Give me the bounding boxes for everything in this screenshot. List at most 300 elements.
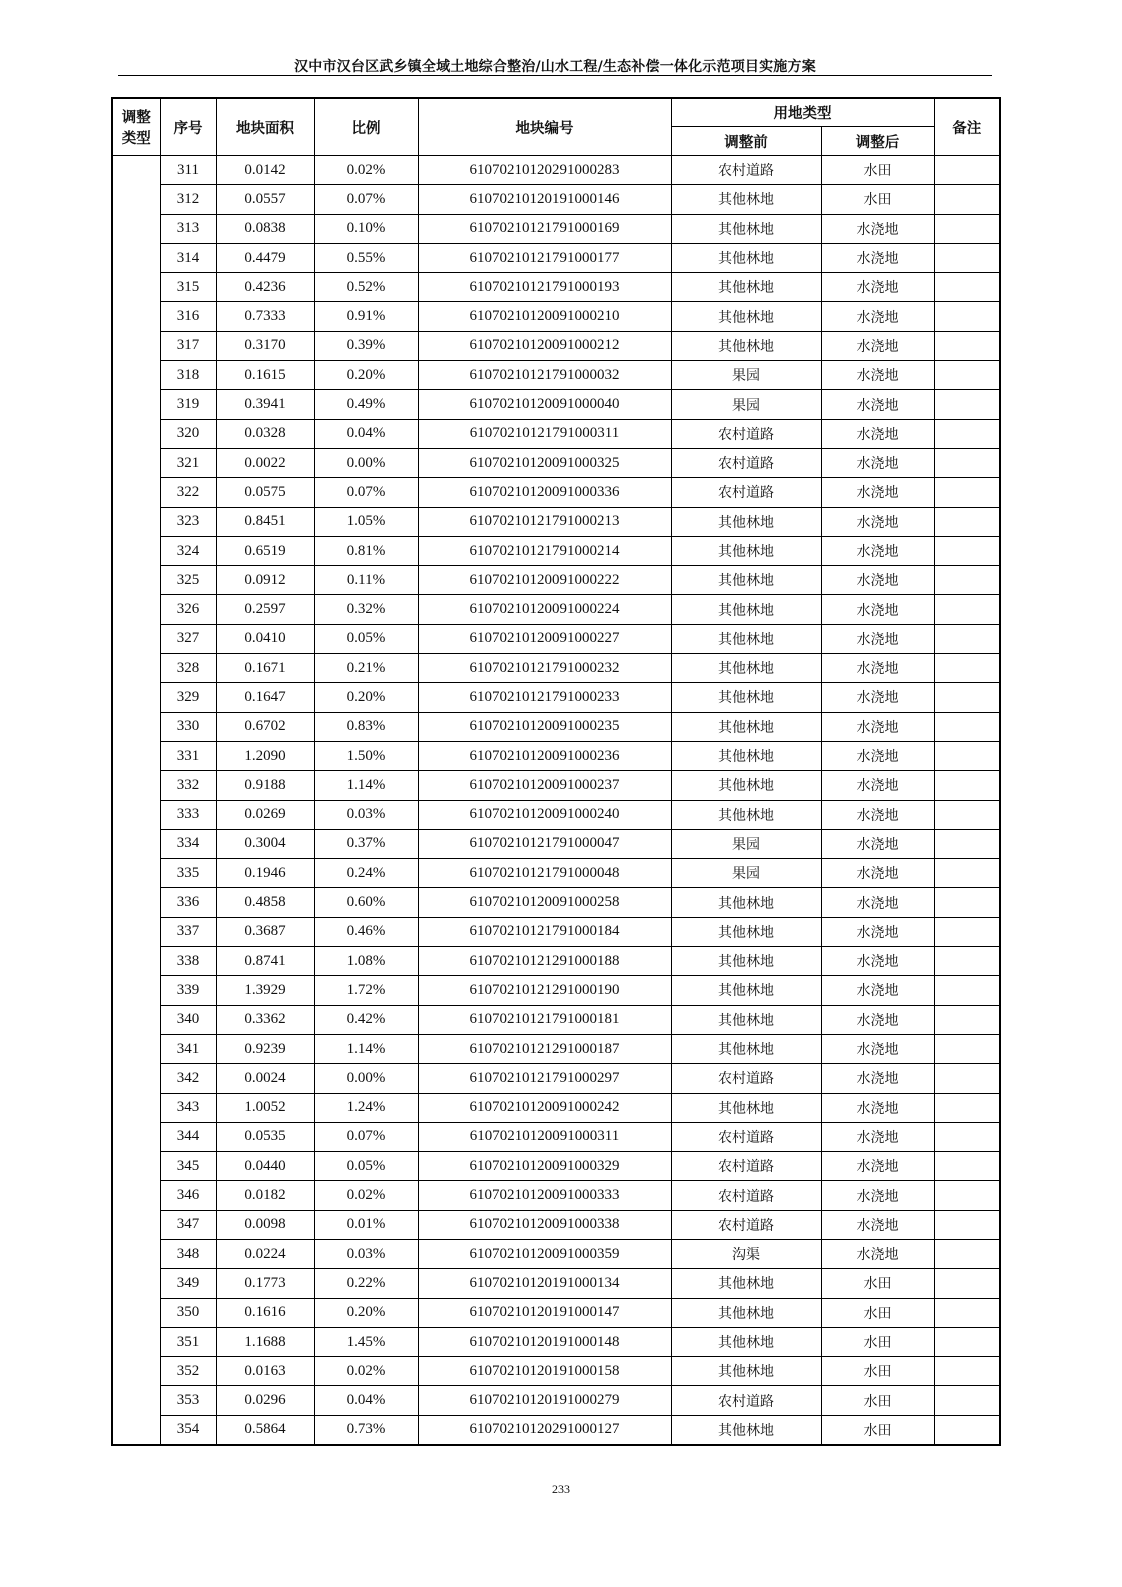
cell-after: 水浇地	[821, 741, 934, 770]
cell-remark	[934, 478, 1000, 507]
cell-before: 农村道路	[671, 1386, 821, 1415]
cell-remark	[934, 712, 1000, 741]
cell-area: 0.0912	[216, 566, 314, 595]
cell-before: 其他林地	[671, 624, 821, 653]
cell-after: 水浇地	[821, 888, 934, 917]
cell-before: 农村道路	[671, 1181, 821, 1210]
cell-ratio: 1.45%	[314, 1327, 418, 1356]
cell-after: 水浇地	[821, 712, 934, 741]
table-row	[112, 214, 1000, 243]
cell-area: 0.5864	[216, 1415, 314, 1445]
land-parcel-table	[111, 97, 1001, 1446]
cell-before: 其他林地	[671, 888, 821, 917]
cell-area: 0.3941	[216, 390, 314, 419]
cell-parcel-code: 61070210121791000311	[418, 419, 671, 448]
cell-before: 其他林地	[671, 273, 821, 302]
cell-seq: 317	[160, 331, 216, 360]
cell-area: 0.0535	[216, 1122, 314, 1151]
cell-ratio: 0.39%	[314, 331, 418, 360]
cell-before: 农村道路	[671, 478, 821, 507]
cell-remark	[934, 390, 1000, 419]
cell-after: 水浇地	[821, 419, 934, 448]
cell-seq: 354	[160, 1415, 216, 1445]
cell-ratio: 0.49%	[314, 390, 418, 419]
cell-after: 水浇地	[821, 302, 934, 331]
cell-seq: 347	[160, 1210, 216, 1239]
cell-seq: 353	[160, 1386, 216, 1415]
cell-ratio: 0.05%	[314, 1152, 418, 1181]
cell-parcel-code: 61070210121791000047	[418, 829, 671, 858]
cell-before: 果园	[671, 829, 821, 858]
cell-remark	[934, 361, 1000, 390]
cell-seq: 326	[160, 595, 216, 624]
cell-after: 水浇地	[821, 654, 934, 683]
cell-area: 0.1671	[216, 654, 314, 683]
header-after: 调整后	[821, 127, 934, 156]
cell-after: 水浇地	[821, 1152, 934, 1181]
cell-area: 0.0163	[216, 1357, 314, 1386]
cell-seq: 352	[160, 1357, 216, 1386]
header-adjust-type-line1: 调整	[121, 110, 151, 126]
cell-before: 其他林地	[671, 800, 821, 829]
cell-area: 0.0022	[216, 448, 314, 477]
cell-parcel-code: 61070210120191000279	[418, 1386, 671, 1415]
table-row	[112, 888, 1000, 917]
cell-before: 农村道路	[671, 1122, 821, 1151]
cell-after: 水浇地	[821, 1005, 934, 1034]
cell-after: 水浇地	[821, 478, 934, 507]
cell-area: 0.3362	[216, 1005, 314, 1034]
cell-after: 水浇地	[821, 1064, 934, 1093]
cell-area: 0.0557	[216, 185, 314, 214]
cell-before: 果园	[671, 361, 821, 390]
cell-parcel-code: 61070210121791000169	[418, 214, 671, 243]
cell-before: 其他林地	[671, 947, 821, 976]
cell-area: 0.9188	[216, 771, 314, 800]
cell-before: 沟渠	[671, 1239, 821, 1268]
cell-before: 其他林地	[671, 566, 821, 595]
cell-before: 其他林地	[671, 536, 821, 565]
header-divider	[118, 75, 992, 76]
cell-parcel-code: 61070210120091000210	[418, 302, 671, 331]
table-row	[112, 331, 1000, 360]
cell-parcel-code: 61070210120091000311	[418, 1122, 671, 1151]
cell-seq: 314	[160, 243, 216, 272]
cell-parcel-code: 61070210120291000127	[418, 1415, 671, 1445]
cell-ratio: 0.91%	[314, 302, 418, 331]
document-header-title: 汉中市汉台区武乡镇全域土地综合整治/山水工程/生态补偿一体化示范项目实施方案	[294, 59, 816, 75]
table-row	[112, 1327, 1000, 1356]
cell-seq: 344	[160, 1122, 216, 1151]
cell-area: 1.2090	[216, 741, 314, 770]
cell-area: 0.2597	[216, 595, 314, 624]
cell-seq: 315	[160, 273, 216, 302]
cell-seq: 330	[160, 712, 216, 741]
cell-ratio: 0.46%	[314, 917, 418, 946]
cell-ratio: 0.10%	[314, 214, 418, 243]
cell-seq: 323	[160, 507, 216, 536]
cell-remark	[934, 1298, 1000, 1327]
cell-parcel-code: 61070210120191000158	[418, 1357, 671, 1386]
cell-ratio: 0.04%	[314, 1386, 418, 1415]
cell-seq: 349	[160, 1269, 216, 1298]
cell-before: 其他林地	[671, 1415, 821, 1445]
table-row	[112, 1152, 1000, 1181]
table-row	[112, 1064, 1000, 1093]
table-row	[112, 624, 1000, 653]
table-row	[112, 859, 1000, 888]
table-row	[112, 1181, 1000, 1210]
cell-seq: 316	[160, 302, 216, 331]
cell-area: 0.0224	[216, 1239, 314, 1268]
table-row	[112, 1239, 1000, 1268]
cell-ratio: 0.03%	[314, 1239, 418, 1268]
cell-ratio: 0.02%	[314, 1181, 418, 1210]
cell-parcel-code: 61070210121791000232	[418, 654, 671, 683]
cell-ratio: 1.14%	[314, 771, 418, 800]
table-row	[112, 1298, 1000, 1327]
cell-area: 0.6519	[216, 536, 314, 565]
cell-before: 果园	[671, 390, 821, 419]
cell-parcel-code: 61070210121791000213	[418, 507, 671, 536]
cell-before: 其他林地	[671, 595, 821, 624]
cell-seq: 348	[160, 1239, 216, 1268]
cell-area: 0.1616	[216, 1298, 314, 1327]
cell-area: 0.1773	[216, 1269, 314, 1298]
cell-remark	[934, 741, 1000, 770]
cell-area: 0.0328	[216, 419, 314, 448]
cell-ratio: 0.21%	[314, 654, 418, 683]
cell-seq: 351	[160, 1327, 216, 1356]
cell-ratio: 0.05%	[314, 624, 418, 653]
cell-area: 0.0296	[216, 1386, 314, 1415]
table-row	[112, 478, 1000, 507]
cell-parcel-code: 61070210120091000329	[418, 1152, 671, 1181]
table-row	[112, 947, 1000, 976]
page-number: 233	[552, 1482, 570, 1496]
cell-before: 其他林地	[671, 1093, 821, 1122]
cell-seq: 313	[160, 214, 216, 243]
cell-ratio: 0.20%	[314, 1298, 418, 1327]
cell-after: 水浇地	[821, 683, 934, 712]
cell-parcel-code: 61070210121791000193	[418, 273, 671, 302]
cell-parcel-code: 61070210120091000235	[418, 712, 671, 741]
table-row	[112, 654, 1000, 683]
cell-after: 水浇地	[821, 536, 934, 565]
cell-before: 其他林地	[671, 1357, 821, 1386]
cell-area: 0.0838	[216, 214, 314, 243]
table-row	[112, 683, 1000, 712]
cell-after: 水田	[821, 1327, 934, 1356]
cell-seq: 319	[160, 390, 216, 419]
cell-before: 农村道路	[671, 1152, 821, 1181]
cell-before: 其他林地	[671, 302, 821, 331]
cell-ratio: 0.73%	[314, 1415, 418, 1445]
cell-seq: 328	[160, 654, 216, 683]
table-row	[112, 507, 1000, 536]
cell-after: 水浇地	[821, 771, 934, 800]
cell-adjust-type	[112, 156, 160, 1446]
cell-remark	[934, 624, 1000, 653]
cell-after: 水浇地	[821, 1181, 934, 1210]
cell-remark	[934, 683, 1000, 712]
table-row	[112, 741, 1000, 770]
cell-area: 0.0098	[216, 1210, 314, 1239]
cell-ratio: 0.55%	[314, 243, 418, 272]
cell-remark	[934, 1415, 1000, 1445]
table-row	[112, 595, 1000, 624]
header-area: 地块面积	[216, 98, 314, 156]
cell-ratio: 0.37%	[314, 829, 418, 858]
cell-seq: 333	[160, 800, 216, 829]
cell-area: 0.9239	[216, 1034, 314, 1063]
cell-after: 水浇地	[821, 976, 934, 1005]
table-row	[112, 1415, 1000, 1445]
table-row	[112, 1357, 1000, 1386]
cell-after: 水浇地	[821, 361, 934, 390]
header-adjust-type	[112, 98, 160, 156]
cell-ratio: 0.20%	[314, 361, 418, 390]
cell-after: 水田	[821, 156, 934, 185]
cell-parcel-code: 61070210120191000134	[418, 1269, 671, 1298]
cell-seq: 334	[160, 829, 216, 858]
cell-ratio: 1.50%	[314, 741, 418, 770]
cell-ratio: 0.04%	[314, 419, 418, 448]
cell-after: 水浇地	[821, 624, 934, 653]
cell-area: 1.1688	[216, 1327, 314, 1356]
table-row	[112, 976, 1000, 1005]
cell-remark	[934, 947, 1000, 976]
cell-remark	[934, 654, 1000, 683]
cell-before: 农村道路	[671, 156, 821, 185]
cell-area: 0.4479	[216, 243, 314, 272]
cell-area: 0.1946	[216, 859, 314, 888]
cell-before: 其他林地	[671, 976, 821, 1005]
cell-area: 0.0269	[216, 800, 314, 829]
cell-before: 果园	[671, 859, 821, 888]
table-row	[112, 1093, 1000, 1122]
cell-remark	[934, 1064, 1000, 1093]
cell-remark	[934, 302, 1000, 331]
table-row	[112, 302, 1000, 331]
header-ratio: 比例	[314, 98, 418, 156]
cell-seq: 338	[160, 947, 216, 976]
table-row	[112, 390, 1000, 419]
cell-after: 水田	[821, 1386, 934, 1415]
cell-ratio: 0.03%	[314, 800, 418, 829]
cell-after: 水浇地	[821, 1210, 934, 1239]
cell-ratio: 0.11%	[314, 566, 418, 595]
cell-area: 0.0575	[216, 478, 314, 507]
cell-ratio: 0.81%	[314, 536, 418, 565]
cell-ratio: 1.14%	[314, 1034, 418, 1063]
cell-seq: 343	[160, 1093, 216, 1122]
cell-remark	[934, 566, 1000, 595]
cell-seq: 325	[160, 566, 216, 595]
cell-area: 1.0052	[216, 1093, 314, 1122]
cell-after: 水浇地	[821, 947, 934, 976]
cell-ratio: 0.32%	[314, 595, 418, 624]
cell-parcel-code: 61070210120091000336	[418, 478, 671, 507]
table-row	[112, 1005, 1000, 1034]
cell-remark	[934, 1005, 1000, 1034]
header-remark: 备注	[934, 98, 1000, 156]
cell-ratio: 0.07%	[314, 185, 418, 214]
cell-remark	[934, 243, 1000, 272]
cell-ratio: 0.24%	[314, 859, 418, 888]
cell-area: 1.3929	[216, 976, 314, 1005]
table-row	[112, 536, 1000, 565]
table-row	[112, 273, 1000, 302]
cell-remark	[934, 507, 1000, 536]
cell-remark	[934, 829, 1000, 858]
table-row	[112, 1269, 1000, 1298]
cell-parcel-code: 61070210121291000188	[418, 947, 671, 976]
cell-after: 水浇地	[821, 1122, 934, 1151]
table-row	[112, 156, 1000, 185]
table-row	[112, 712, 1000, 741]
cell-remark	[934, 331, 1000, 360]
cell-ratio: 0.00%	[314, 448, 418, 477]
cell-before: 其他林地	[671, 741, 821, 770]
cell-area: 0.3170	[216, 331, 314, 360]
cell-area: 0.0024	[216, 1064, 314, 1093]
cell-seq: 342	[160, 1064, 216, 1093]
cell-before: 农村道路	[671, 1064, 821, 1093]
cell-parcel-code: 61070210121791000214	[418, 536, 671, 565]
cell-remark	[934, 1093, 1000, 1122]
cell-after: 水浇地	[821, 566, 934, 595]
cell-ratio: 0.07%	[314, 478, 418, 507]
cell-remark	[934, 976, 1000, 1005]
cell-before: 其他林地	[671, 1298, 821, 1327]
cell-parcel-code: 61070210120091000222	[418, 566, 671, 595]
table-row	[112, 566, 1000, 595]
cell-after: 水浇地	[821, 829, 934, 858]
cell-parcel-code: 61070210120091000333	[418, 1181, 671, 1210]
table-row	[112, 448, 1000, 477]
cell-before: 农村道路	[671, 1210, 821, 1239]
cell-after: 水浇地	[821, 390, 934, 419]
cell-area: 0.0440	[216, 1152, 314, 1181]
header-land-use-type: 用地类型	[671, 98, 934, 127]
cell-parcel-code: 61070210120191000147	[418, 1298, 671, 1327]
cell-after: 水浇地	[821, 859, 934, 888]
header-adjust-type-line2: 类型	[121, 131, 151, 147]
table-row	[112, 771, 1000, 800]
cell-parcel-code: 61070210121791000032	[418, 361, 671, 390]
cell-remark	[934, 185, 1000, 214]
cell-area: 0.0142	[216, 156, 314, 185]
cell-after: 水浇地	[821, 1093, 934, 1122]
cell-parcel-code: 61070210120191000148	[418, 1327, 671, 1356]
cell-ratio: 1.24%	[314, 1093, 418, 1122]
table-row	[112, 800, 1000, 829]
table-row	[112, 917, 1000, 946]
cell-before: 其他林地	[671, 1269, 821, 1298]
cell-remark	[934, 595, 1000, 624]
cell-parcel-code: 61070210120191000146	[418, 185, 671, 214]
table-row	[112, 1210, 1000, 1239]
cell-after: 水浇地	[821, 273, 934, 302]
table-row	[112, 361, 1000, 390]
cell-seq: 337	[160, 917, 216, 946]
table-row	[112, 1122, 1000, 1151]
cell-before: 其他林地	[671, 917, 821, 946]
cell-remark	[934, 1386, 1000, 1415]
cell-area: 0.0410	[216, 624, 314, 653]
cell-ratio: 0.22%	[314, 1269, 418, 1298]
cell-before: 其他林地	[671, 243, 821, 272]
cell-parcel-code: 61070210121791000233	[418, 683, 671, 712]
cell-remark	[934, 1239, 1000, 1268]
cell-remark	[934, 888, 1000, 917]
cell-area: 0.3004	[216, 829, 314, 858]
cell-area: 0.1647	[216, 683, 314, 712]
cell-area: 0.6702	[216, 712, 314, 741]
cell-area: 0.4236	[216, 273, 314, 302]
cell-parcel-code: 61070210121791000181	[418, 1005, 671, 1034]
cell-parcel-code: 61070210120091000236	[418, 741, 671, 770]
header-before: 调整前	[671, 127, 821, 156]
cell-before: 其他林地	[671, 683, 821, 712]
cell-remark	[934, 771, 1000, 800]
cell-seq: 320	[160, 419, 216, 448]
cell-before: 其他林地	[671, 507, 821, 536]
cell-remark	[934, 1357, 1000, 1386]
cell-remark	[934, 536, 1000, 565]
cell-remark	[934, 1122, 1000, 1151]
table-row	[112, 243, 1000, 272]
cell-parcel-code: 61070210121791000177	[418, 243, 671, 272]
cell-seq: 335	[160, 859, 216, 888]
table-row	[112, 1386, 1000, 1415]
cell-remark	[934, 448, 1000, 477]
cell-after: 水浇地	[821, 448, 934, 477]
cell-remark	[934, 156, 1000, 185]
cell-after: 水田	[821, 1298, 934, 1327]
cell-before: 其他林地	[671, 712, 821, 741]
header-seq: 序号	[160, 98, 216, 156]
cell-ratio: 0.00%	[314, 1064, 418, 1093]
cell-seq: 332	[160, 771, 216, 800]
cell-area: 0.1615	[216, 361, 314, 390]
cell-area: 0.8741	[216, 947, 314, 976]
cell-after: 水浇地	[821, 595, 934, 624]
cell-parcel-code: 61070210120091000338	[418, 1210, 671, 1239]
cell-parcel-code: 61070210120091000359	[418, 1239, 671, 1268]
cell-area: 0.0182	[216, 1181, 314, 1210]
cell-parcel-code: 61070210121791000297	[418, 1064, 671, 1093]
cell-before: 其他林地	[671, 654, 821, 683]
cell-ratio: 0.20%	[314, 683, 418, 712]
cell-parcel-code: 61070210120091000040	[418, 390, 671, 419]
cell-seq: 340	[160, 1005, 216, 1034]
cell-after: 水浇地	[821, 1239, 934, 1268]
cell-seq: 341	[160, 1034, 216, 1063]
cell-parcel-code: 61070210120091000224	[418, 595, 671, 624]
cell-seq: 327	[160, 624, 216, 653]
cell-ratio: 0.02%	[314, 156, 418, 185]
cell-remark	[934, 419, 1000, 448]
cell-ratio: 0.07%	[314, 1122, 418, 1151]
cell-remark	[934, 859, 1000, 888]
cell-seq: 329	[160, 683, 216, 712]
table-row	[112, 1034, 1000, 1063]
cell-seq: 339	[160, 976, 216, 1005]
cell-after: 水浇地	[821, 917, 934, 946]
cell-area: 0.7333	[216, 302, 314, 331]
